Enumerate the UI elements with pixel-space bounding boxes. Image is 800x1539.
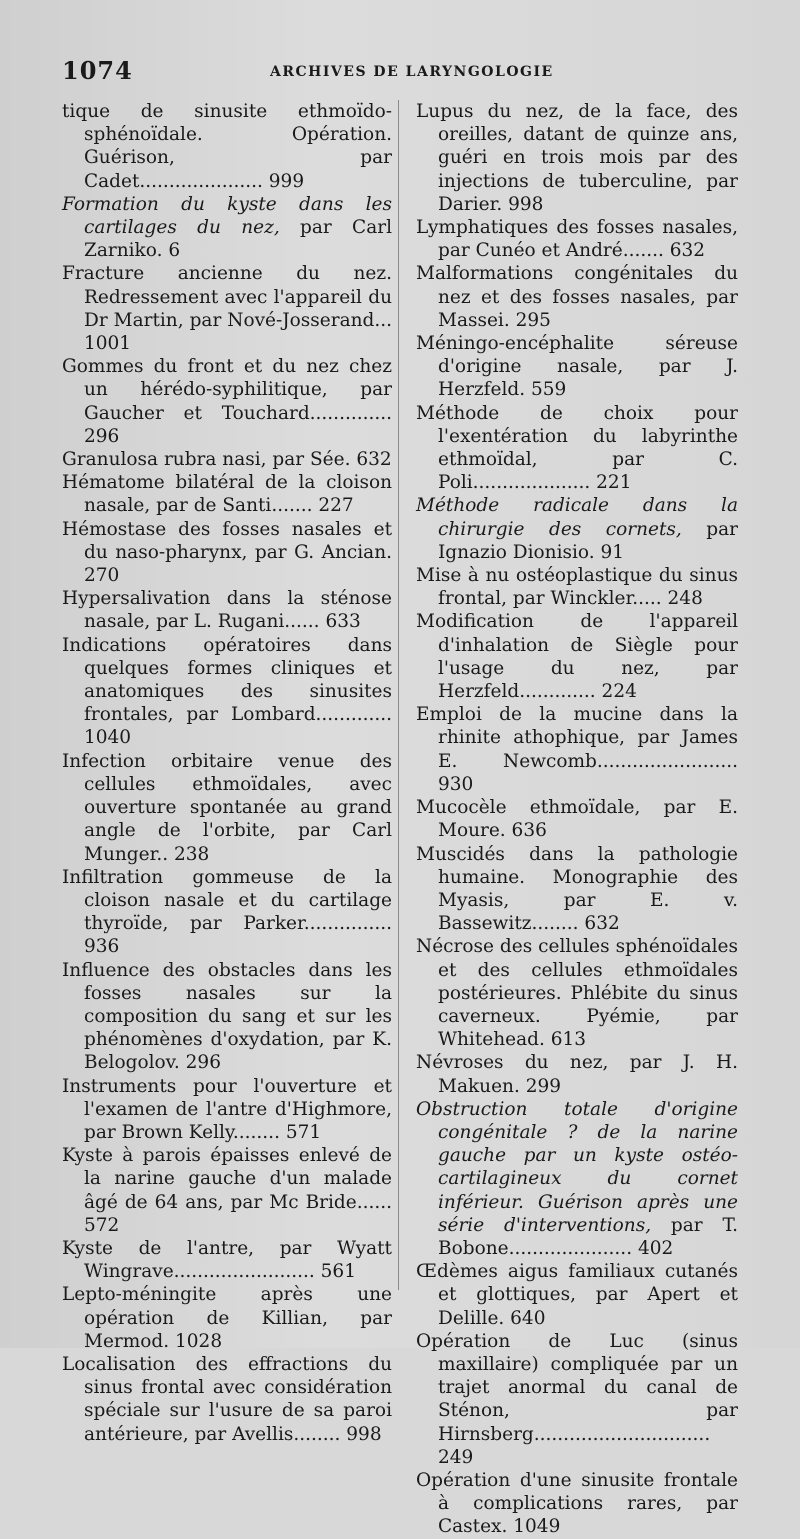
index-entry <box>416 703 738 796</box>
index-entry-text: Influence des obstacles dans les fosses nasales sur la composition du sang et sur les phénomènes d'oxydation, par K. Belogolov. 296 <box>62 959 392 1074</box>
index-entry-text: Fracture ancienne du nez. Redressement avec l'appareil du Dr Martin, par Nové-Josserand... 1001 <box>62 263 392 355</box>
index-entry <box>416 610 738 703</box>
index-entry <box>416 1469 738 1539</box>
index-entry-text: par Carl Zarniko. 6 <box>84 217 392 262</box>
page-number: 1074 <box>62 56 133 85</box>
index-entry-text: Gommes du front et du nez chez un hérédo-syphilitique, par Gaucher et Touchard.............. 296 <box>62 356 392 447</box>
index-entry <box>62 959 392 1075</box>
index-entry-text: par Ignazio Dionisio. 91 <box>438 518 738 563</box>
index-entry <box>416 100 738 216</box>
index-entry <box>62 471 392 517</box>
index-entry-text: Opération d'une sinusite frontale à complications rares, par Castex. 1049 <box>416 1469 738 1538</box>
index-entry-text: Opération de Luc (sinus maxillaire) compliquée par un trajet anormal du canal de Sténon, par Hirnsberg.............................. 249 <box>416 1330 738 1468</box>
index-entry <box>416 402 738 495</box>
index-entry-text: Méningo-encéphalite séreuse d'origine nasale, par J. Herzfeld. 559 <box>416 333 738 401</box>
index-entry <box>62 355 392 448</box>
index-entry-text: Méthode de choix pour l'exentération du labyrinthe ethmoïdal, par C. Poli.................... 221 <box>416 402 738 494</box>
index-entry-text: Lupus du nez, de la face, des oreilles, datant de quinze ans, guéri en trois mois par des injections de tuberculine, par Darier. 998 <box>416 101 738 215</box>
index-column-left <box>62 100 392 1446</box>
index-entry <box>416 332 738 402</box>
index-entry-text: Hémostase des fosses nasales et du naso-pharynx, par G. Ancian. 270 <box>62 518 392 587</box>
index-entry-text: Kyste à parois épaisses enlevé de la narine gauche d'un malade âgé de 64 ans, par Mc Bride...... 572 <box>62 1145 392 1236</box>
index-entry-text: Œdèmes aigus familiaux cutanés et glottiques, par Apert et Delille. 640 <box>416 1261 738 1329</box>
index-entry <box>416 935 738 1051</box>
index-entry <box>62 750 392 866</box>
index-entry-text: Granulosa rubra nasi, par Sée. 632 <box>62 449 392 471</box>
index-entry <box>62 100 392 193</box>
index-entry-text: tique de sinusite ethmoïdo-sphénoïdale. Opération. Guérison, par Cadet..................... 999 <box>62 101 392 192</box>
index-entry-text: Mise à nu ostéoplastique du sinus frontal, par Winckler..... 248 <box>416 565 738 610</box>
index-entry-text: Mucocèle ethmoïdale, par E. Moure. 636 <box>416 797 738 842</box>
page-header <box>62 56 760 86</box>
index-entry-text: Kyste de l'antre, par Wyatt Wingrave........................ 561 <box>62 1237 392 1283</box>
index-entry <box>62 448 392 471</box>
index-entry <box>416 494 738 564</box>
index-entry-text: Hématome bilatéral de la cloison nasale, par de Santi....... 227 <box>62 472 392 517</box>
index-entry-text: Lymphatiques des fosses nasales, par Cunéo et André....... 632 <box>416 217 738 262</box>
column-divider <box>398 100 399 1290</box>
index-entry-text: Infection orbitaire venue des cellules ethmoïdales, avec ouverture spontanée au grand angle de l'orbite, par Carl Munger.. 238 <box>62 750 392 865</box>
index-entry <box>416 564 738 610</box>
index-entry <box>62 587 392 633</box>
index-entry <box>62 193 392 263</box>
index-entry-text: Lepto-méningite après une opération de Killian, par Mermod. 1028 <box>62 1284 392 1352</box>
index-entry-text: Hypersalivation dans la sténose nasale, par L. Rugani...... 633 <box>62 588 392 633</box>
index-entry-italic-title: Obstruction totale d'origine congénitale ? de la narine gauche par un kyste ostéo-cartilagineux du cornet inférieur. Guérison après une série d'interventions, <box>416 1098 738 1236</box>
index-entry-text: Localisation des effractions du sinus frontal avec considération spéciale sur l'usure de sa paroi antérieure, par Avellis........ 998 <box>62 1353 392 1445</box>
index-entry <box>62 1237 392 1283</box>
index-entry <box>416 1260 738 1330</box>
index-entry-text: par T. Bobone..................... 402 <box>438 1214 738 1259</box>
index-entry <box>416 796 738 842</box>
index-entry-text: Modification de l'appareil d'inhalation de Siègle pour l'usage du nez, par Herzfeld............. 224 <box>416 611 738 703</box>
index-entry-italic-title: Méthode radicale dans la chirurgie des cornets, <box>416 495 738 540</box>
index-entry <box>62 1075 392 1145</box>
index-entry <box>416 216 738 262</box>
index-entry <box>62 634 392 750</box>
index-entry-text: Malformations congénitales du nez et des fosses nasales, par Massei. 295 <box>416 263 738 331</box>
index-entry <box>62 518 392 588</box>
index-entry-italic-title: Formation du kyste dans les cartilages du nez, <box>62 193 392 239</box>
index-entry <box>416 1330 738 1469</box>
index-entry <box>62 262 392 355</box>
index-entry <box>416 1098 738 1260</box>
index-entry-text: Infiltration gommeuse de la cloison nasale et du cartilage thyroïde, par Parker............... 936 <box>62 866 392 958</box>
index-entry <box>62 866 392 959</box>
index-entry <box>62 1144 392 1237</box>
running-title: ARCHIVES DE LARYNGOLOGIE <box>270 64 554 80</box>
index-entry-text: Muscidés dans la pathologie humaine. Monographie des Myasis, par E. v. Bassewitz........ 632 <box>416 843 738 935</box>
index-entry-text: Névroses du nez, par J. H. Makuen. 299 <box>416 1052 738 1097</box>
index-entry <box>416 1051 738 1097</box>
index-entry-text: Emploi de la mucine dans la rhinite athophique, par James E. Newcomb........................ 930 <box>416 704 738 795</box>
index-column-right <box>416 100 738 1539</box>
index-entry <box>416 843 738 936</box>
index-entry-text: Instruments pour l'ouverture et l'examen de l'antre d'Highmore, par Brown Kelly........ 571 <box>62 1075 392 1143</box>
index-entry <box>62 1283 392 1353</box>
index-entry-text: Indications opératoires dans quelques formes cliniques et anatomiques des sinusites frontales, par Lombard............. 1040 <box>62 634 392 749</box>
index-entry <box>62 1353 392 1446</box>
index-entry-text: Nécrose des cellules sphénoïdales et des cellules ethmoïdales postérieures. Phlébite du sinus caverneux. Pyémie, par Whitehead. 613 <box>416 936 738 1051</box>
index-entry <box>416 262 738 332</box>
